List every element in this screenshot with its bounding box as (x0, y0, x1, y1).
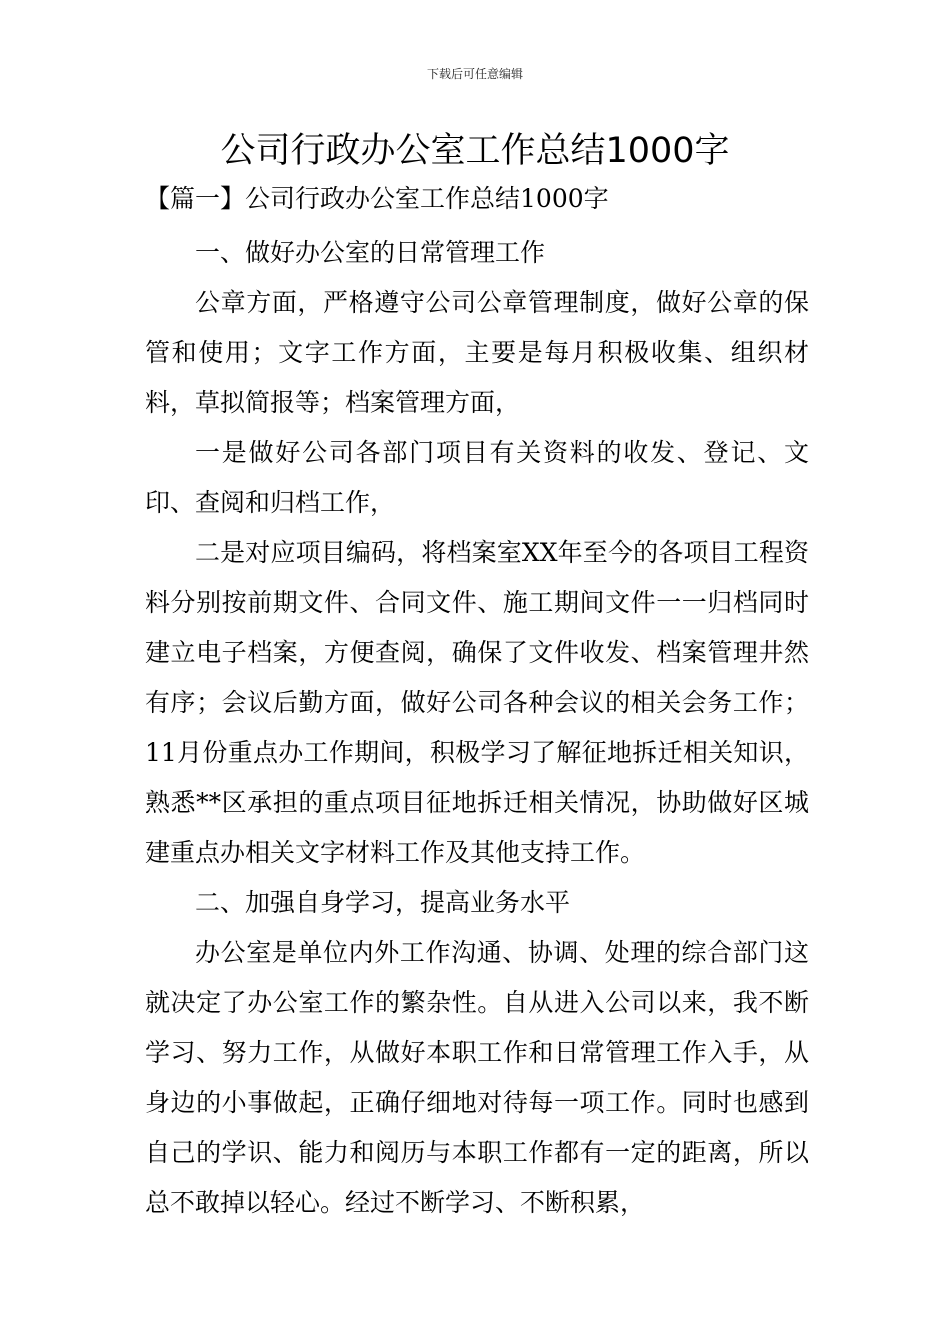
paragraph: 二是对应项目编码，将档案室XX年至今的各项目工程资料分别按前期文件、合同文件、施工期间文件一一归档同时建立电子档案，方便查阅，确保了文件收发、档案管理井然有序；会议后勤方面，做好公司各种会议的相关会务工作；11月份重点办工作期间，积极学习了解征地拆迁相关知识，熟悉**区承担的重点项目征地拆迁相关情况，协助做好区城建重点办相关文字材料工作及其他支持工作。 (145, 538, 809, 867)
paragraph: 一是做好公司各部门项目有关资料的收发、登记、文印、查阅和归档工作， (145, 438, 809, 517)
header-note: 下载后可任意编辑 (426, 67, 523, 81)
paragraph: 办公室是单位内外工作沟通、协调、处理的综合部门这就决定了办公室工作的繁杂性。自从进入公司以来，我不断学习、努力工作，从做好本职工作和日常管理工作入手，从身边的小事做起，正确仔细地对待每一项工作。同时也感到自己的学识、能力和阅历与本职工作都有一定的距离，所以总不敢掉以轻心。经过不断学习、不断积累， (145, 938, 809, 1217)
paragraph-heading-1: 一、做好办公室的日常管理工作 (195, 238, 546, 267)
paragraph-heading-2: 二、加强自身学习，提高业务水平 (195, 888, 571, 917)
document-title: 公司行政办公室工作总结1000字 (220, 131, 730, 171)
paragraph: 公章方面，严格遵守公司公章管理制度，做好公章的保管和使用；文字工作方面，主要是每月积极收集、组织材料，草拟简报等；档案管理方面， (145, 288, 809, 417)
section-title: 【篇一】公司行政办公室工作总结1000字 (145, 184, 609, 213)
document-body (145, 228, 809, 1228)
